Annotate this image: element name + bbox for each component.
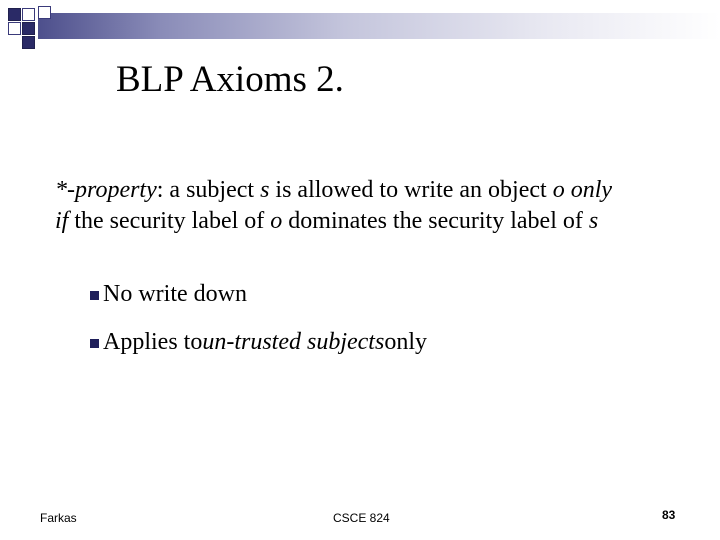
term-star-property: *-property	[55, 177, 157, 203]
paragraph-text: : a subject	[156, 177, 261, 203]
decor-square-dark	[22, 22, 35, 35]
decor-square-dark	[8, 8, 21, 21]
variable-o: o	[270, 208, 283, 234]
page-number: 83	[662, 508, 676, 522]
decor-square-light	[8, 22, 21, 35]
only-if-emphasis: only if	[55, 177, 613, 234]
square-bullet-icon	[90, 291, 99, 300]
paragraph-text: is allowed to write an object	[269, 177, 553, 203]
variable-o: o	[552, 177, 565, 203]
decor-square-light	[38, 6, 51, 19]
definition-paragraph	[55, 175, 615, 237]
variable-s: s	[588, 208, 599, 234]
bullet-emphasis: un-trusted subjects	[202, 329, 385, 355]
paragraph-text: dominates the security label of	[282, 208, 589, 234]
header-gradient-band	[38, 13, 720, 39]
footer-author: Farkas	[40, 511, 77, 525]
bullet-text: Applies to	[103, 329, 203, 355]
bullet-text: only	[384, 329, 427, 355]
slide-title: BLP Axioms 2.	[116, 59, 344, 100]
bullet-text: No write down	[103, 281, 247, 307]
decor-square-dark	[22, 36, 35, 49]
bullet-item	[90, 281, 247, 308]
decor-square-light	[22, 8, 35, 21]
paragraph-text: the security label of	[68, 208, 271, 234]
variable-s: s	[260, 177, 270, 203]
bullet-item	[90, 329, 427, 356]
footer-course: CSCE 824	[333, 511, 390, 525]
square-bullet-icon	[90, 339, 99, 348]
